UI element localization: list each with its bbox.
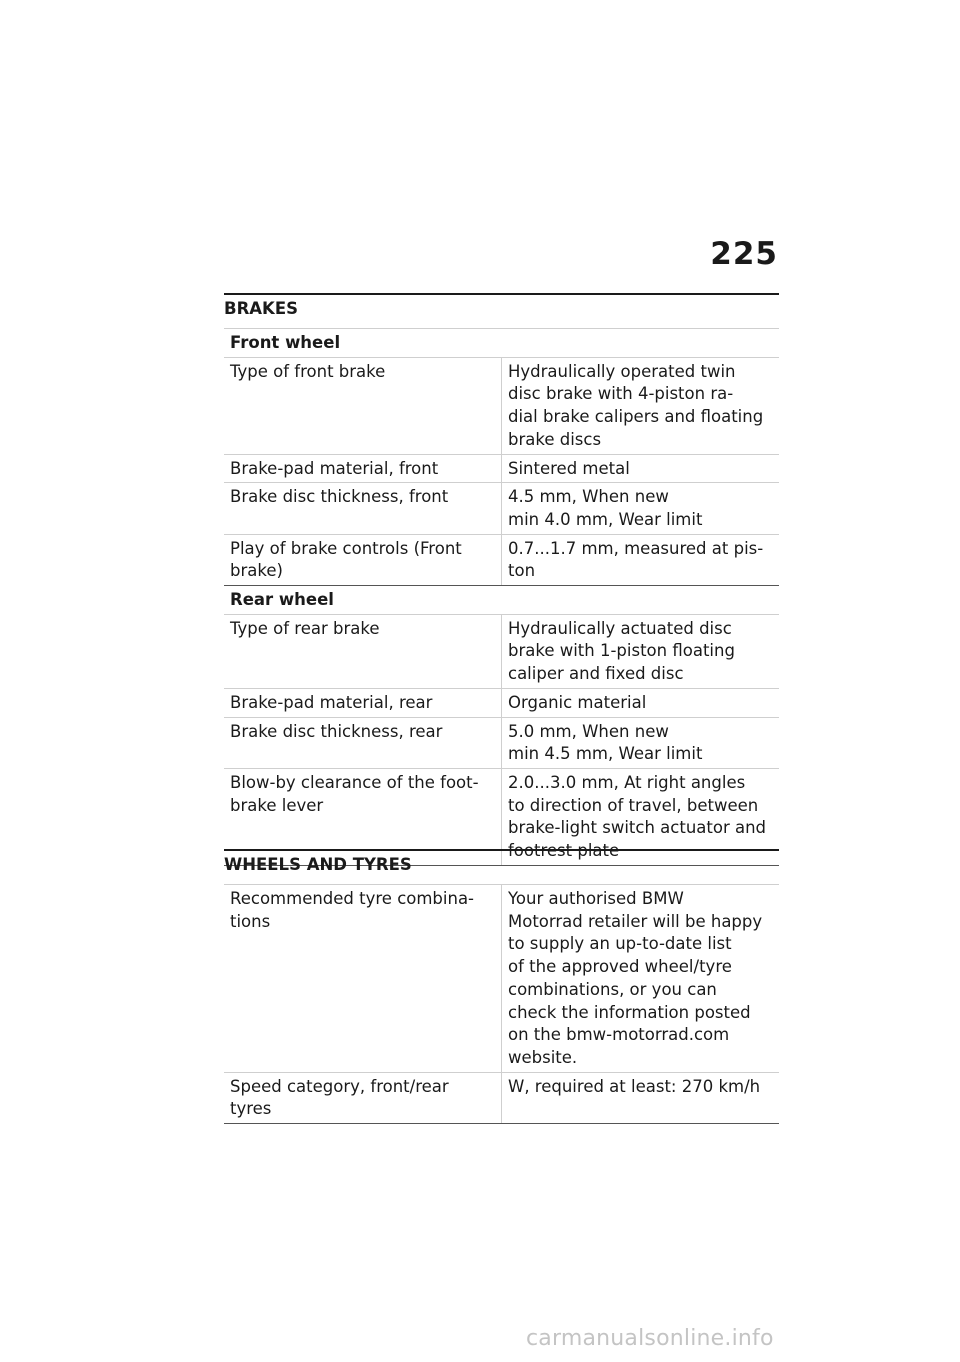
subheading-rear-wheel: Rear wheel [224, 586, 779, 615]
spec-label-line: Type of front brake [230, 361, 386, 381]
spec-label-line: tyres [230, 1099, 272, 1119]
spec-value-line: brake-light switch actuator and [508, 818, 767, 838]
page-number: 225 [710, 236, 778, 272]
watermark-text: carmanualsonline.info [526, 1326, 774, 1351]
spec-value-line: W, required at least: 270 km/h [508, 1076, 761, 1096]
wheels-tyres-section [224, 849, 779, 1124]
subheading-front-wheel-row [224, 329, 779, 358]
spec-value-line: check the information posted [508, 1002, 751, 1022]
spec-value-line: min 4.5 mm, Wear limit [508, 744, 703, 764]
spec-value-line: min 4.0 mm, Wear limit [508, 509, 703, 529]
spec-value-line: to supply an up-to-date list [508, 934, 732, 954]
spec-value-line: 4.5 mm, When new [508, 487, 669, 507]
spec-value-line: to direction of travel, between [508, 795, 759, 815]
subheading-rear-wheel-row [224, 586, 779, 615]
spec-value-line: caliper and fixed disc [508, 664, 684, 684]
spec-row [224, 614, 779, 688]
subheading-front-wheel: Front wheel [224, 329, 779, 358]
spec-row [224, 483, 779, 534]
spec-value-line: 2.0...3.0 mm, At right angles [508, 772, 746, 792]
spec-value [502, 717, 780, 768]
spec-value-line: brake discs [508, 429, 602, 449]
spec-value [502, 483, 780, 534]
spec-value-line: website. [508, 1047, 578, 1067]
spec-row [224, 454, 779, 483]
spec-label [224, 483, 502, 534]
spec-label-line: brake lever [230, 795, 324, 815]
spec-value-line: Hydraulically operated twin [508, 361, 736, 381]
spec-value-line: Your authorised BMW [508, 889, 684, 908]
spec-label [224, 717, 502, 768]
spec-label-line: tions [230, 911, 271, 931]
spec-value [502, 885, 780, 1073]
spec-value-line: dial brake calipers and floating [508, 407, 764, 427]
spec-value-line: Motorrad retailer will be happy [508, 911, 763, 931]
spec-label-line: Brake-pad material, rear [230, 692, 433, 712]
spec-label-line: Type of rear brake [230, 618, 380, 638]
spec-row [224, 534, 779, 585]
spec-value [502, 1072, 780, 1123]
spec-value [502, 688, 780, 717]
spec-value-line: 5.0 mm, When new [508, 721, 669, 741]
spec-value-line: 0.7...1.7 mm, measured at pis- [508, 538, 764, 558]
spec-label-line: Brake disc thickness, rear [230, 721, 443, 741]
spec-label-line: Play of brake controls (Front [230, 538, 462, 558]
spec-value [502, 534, 780, 585]
brakes-spec-table [224, 328, 779, 866]
spec-value-line: brake with 1-piston floating [508, 641, 735, 661]
spec-value-line: ton [508, 561, 536, 581]
spec-value-line: Organic material [508, 692, 647, 712]
wheels-tyres-spec-table [224, 884, 779, 1124]
spec-row [224, 885, 779, 1073]
spec-value-line: footrest plate [508, 841, 620, 861]
spec-label [224, 688, 502, 717]
spec-label-line: Recommended tyre combina- [230, 889, 475, 908]
spec-label-line: brake) [230, 561, 283, 581]
spec-value-line: of the approved wheel/tyre [508, 957, 732, 977]
spec-value-line: Hydraulically actuated disc [508, 618, 732, 638]
spec-row [224, 357, 779, 454]
spec-value-line: Sintered metal [508, 458, 630, 478]
spec-label-line: Brake-pad material, front [230, 458, 439, 478]
spec-label-line: Speed category, front/rear [230, 1076, 449, 1096]
spec-label [224, 357, 502, 454]
spec-row [224, 688, 779, 717]
spec-label [224, 454, 502, 483]
spec-label [224, 885, 502, 1073]
spec-label-line: Brake disc thickness, front [230, 487, 449, 507]
brakes-section [224, 293, 779, 866]
section-title-brakes: BRAKES [224, 299, 298, 318]
spec-value [502, 614, 780, 688]
spec-label [224, 614, 502, 688]
spec-label [224, 1072, 502, 1123]
spec-label [224, 534, 502, 585]
spec-row [224, 717, 779, 768]
spec-value-line: on the bmw-motorrad.com [508, 1025, 730, 1045]
spec-value-line: combinations, or you can [508, 979, 717, 999]
spec-value [502, 454, 780, 483]
spec-label-line: Blow-by clearance of the foot- [230, 772, 479, 792]
section-title-wheels-tyres: WHEELS AND TYRES [224, 855, 412, 874]
spec-value-line: disc brake with 4-piston ra- [508, 384, 734, 404]
spec-value [502, 357, 780, 454]
spec-row [224, 1072, 779, 1123]
